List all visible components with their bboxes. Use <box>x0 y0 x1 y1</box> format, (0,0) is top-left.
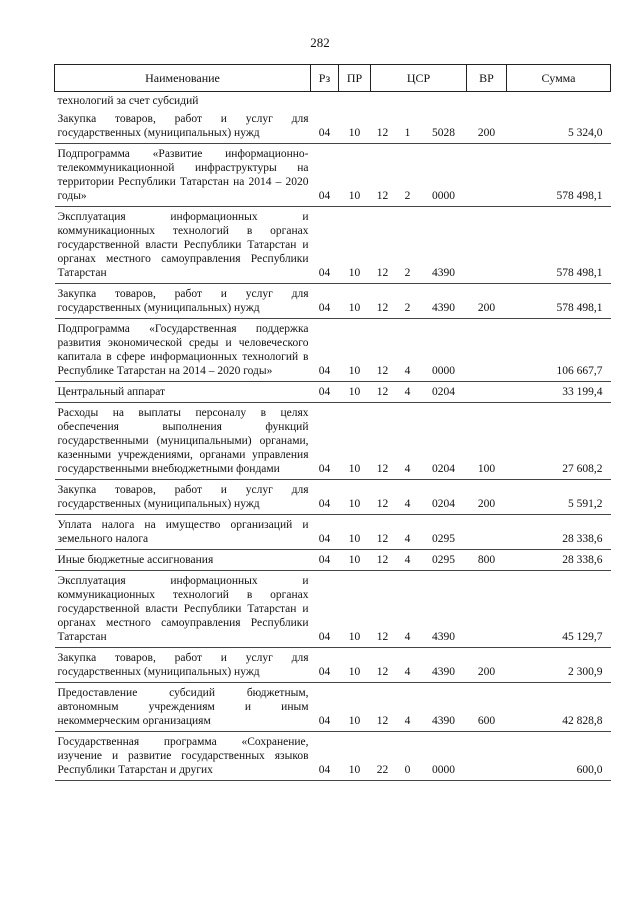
table-row <box>55 648 611 683</box>
row-name: Подпрограмма «Государственная поддержка развития экономической среды и человеческого капитала в сфере информационных технологий в Республике Татарстан на 2014 – 2020 годы» <box>55 319 311 382</box>
page-number: 282 <box>310 35 330 50</box>
row-csr-subprogram: 4 <box>395 403 421 480</box>
row-pr: 10 <box>339 480 371 515</box>
table-row <box>55 571 611 648</box>
table-row <box>55 207 611 284</box>
row-sum: 578 498,1 <box>507 284 611 319</box>
row-rz: 04 <box>311 571 339 648</box>
row-rz: 04 <box>311 648 339 683</box>
row-name: Государственная программа «Сохранение, изучение и развитие государственных языков Республики Татарстан и других <box>55 732 311 781</box>
row-name: Закупка товаров, работ и услуг для государственных (муниципальных) нужд <box>55 648 311 683</box>
row-pr: 10 <box>339 284 371 319</box>
row-rz: 04 <box>311 207 339 284</box>
table-row <box>55 550 611 571</box>
row-csr-program: 12 <box>371 207 395 284</box>
row-csr-subprogram: 2 <box>395 284 421 319</box>
row-pr: 10 <box>339 403 371 480</box>
row-vr <box>467 515 507 550</box>
table-row <box>55 403 611 480</box>
row-name: Эксплуатация информационных и коммуникационных технологий в органах государственной власти Республики Татарстан и органах местного самоуправления Республики Татарстан <box>55 207 311 284</box>
row-sum: 27 608,2 <box>507 403 611 480</box>
row-vr <box>467 319 507 382</box>
row-sum: 5 324,0 <box>507 109 611 144</box>
row-csr-subprogram: 0 <box>395 732 421 781</box>
row-pr: 10 <box>339 144 371 207</box>
row-csr-direction: 4390 <box>421 207 467 284</box>
row-csr-subprogram: 4 <box>395 571 421 648</box>
row-csr-direction: 4390 <box>421 683 467 732</box>
row-name: Закупка товаров, работ и услуг для государственных (муниципальных) нужд <box>55 480 311 515</box>
row-name: Расходы на выплаты персоналу в целях обеспечения выполнения функций государственными (муниципальными) органами, казенными учреждениями, органами управления государственными внебюджетными фондами <box>55 403 311 480</box>
row-rz: 04 <box>311 683 339 732</box>
row-sum: 45 129,7 <box>507 571 611 648</box>
row-vr: 100 <box>467 403 507 480</box>
row-rz: 04 <box>311 732 339 781</box>
row-rz: 04 <box>311 403 339 480</box>
row-vr <box>467 571 507 648</box>
row-csr-program: 12 <box>371 648 395 683</box>
row-name: Центральный аппарат <box>55 382 311 403</box>
table-row <box>55 382 611 403</box>
row-csr-program: 12 <box>371 480 395 515</box>
row-csr-subprogram: 1 <box>395 109 421 144</box>
row-pr: 10 <box>339 732 371 781</box>
row-csr-subprogram: 4 <box>395 319 421 382</box>
row-sum: 5 591,2 <box>507 480 611 515</box>
table-row <box>55 732 611 781</box>
row-csr-program: 12 <box>371 284 395 319</box>
row-csr-direction: 0295 <box>421 515 467 550</box>
row-csr-direction: 4390 <box>421 648 467 683</box>
row-name: Предоставление субсидий бюджетным, автономным учреждениям и иным некоммерческим организациям <box>55 683 311 732</box>
row-pr: 10 <box>339 683 371 732</box>
row-rz: 04 <box>311 480 339 515</box>
row-rz: 04 <box>311 109 339 144</box>
row-csr-subprogram: 4 <box>395 648 421 683</box>
header-csr: ЦСР <box>371 65 467 92</box>
row-csr-program: 12 <box>371 550 395 571</box>
header-name: Наименование <box>55 65 311 92</box>
row-pr: 10 <box>339 515 371 550</box>
row-csr-program: 12 <box>371 403 395 480</box>
row-csr-subprogram: 4 <box>395 515 421 550</box>
row-vr <box>467 207 507 284</box>
budget-table-container <box>54 64 610 781</box>
row-vr: 200 <box>467 109 507 144</box>
row-rz: 04 <box>311 550 339 571</box>
budget-table <box>54 64 611 781</box>
row-vr: 200 <box>467 648 507 683</box>
table-row <box>55 319 611 382</box>
row-sum: 33 199,4 <box>507 382 611 403</box>
row-pr: 10 <box>339 648 371 683</box>
row-csr-direction: 0295 <box>421 550 467 571</box>
header-rz: Рз <box>311 65 339 92</box>
row-csr-direction: 4390 <box>421 284 467 319</box>
row-sum: 28 338,6 <box>507 515 611 550</box>
row-csr-program: 12 <box>371 571 395 648</box>
row-rz: 04 <box>311 515 339 550</box>
row-sum: 106 667,7 <box>507 319 611 382</box>
row-vr: 600 <box>467 683 507 732</box>
row-name: Эксплуатация информационных и коммуникационных технологий в органах государственной власти Республики Татарстан и органах местного самоуправления Республики Татарстан <box>55 571 311 648</box>
row-sum: 28 338,6 <box>507 550 611 571</box>
table-row <box>55 515 611 550</box>
table-row <box>55 480 611 515</box>
row-csr-direction: 0204 <box>421 403 467 480</box>
row-pr: 10 <box>339 109 371 144</box>
row-csr-direction: 0000 <box>421 319 467 382</box>
row-csr-program: 12 <box>371 109 395 144</box>
row-rz: 04 <box>311 144 339 207</box>
table-header <box>55 65 611 92</box>
row-rz: 04 <box>311 284 339 319</box>
row-pr: 10 <box>339 550 371 571</box>
row-csr-program: 12 <box>371 382 395 403</box>
row-csr-program: 12 <box>371 683 395 732</box>
row-pr: 10 <box>339 319 371 382</box>
row-rz: 04 <box>311 319 339 382</box>
row-csr-direction: 5028 <box>421 109 467 144</box>
row-sum: 578 498,1 <box>507 144 611 207</box>
row-name: Уплата налога на имущество организаций и земельного налога <box>55 515 311 550</box>
row-vr: 200 <box>467 480 507 515</box>
row-sum: 578 498,1 <box>507 207 611 284</box>
row-pr: 10 <box>339 382 371 403</box>
header-vr: ВР <box>467 65 507 92</box>
row-csr-direction: 4390 <box>421 571 467 648</box>
row-vr: 200 <box>467 284 507 319</box>
table-row <box>55 683 611 732</box>
row-csr-direction: 0204 <box>421 480 467 515</box>
row-name: Иные бюджетные ассигнования <box>55 550 311 571</box>
row-sum: 2 300,9 <box>507 648 611 683</box>
row-vr <box>467 382 507 403</box>
row-name: Закупка товаров, работ и услуг для государственных (муниципальных) нужд <box>55 109 311 144</box>
table-body <box>55 92 611 781</box>
row-csr-subprogram: 4 <box>395 480 421 515</box>
continuation-text: технологий за счет субсидий <box>57 95 199 107</box>
header-pr: ПР <box>339 65 371 92</box>
row-rz: 04 <box>311 382 339 403</box>
header-sum: Сумма <box>507 65 611 92</box>
continuation-row <box>55 92 611 110</box>
row-name: Подпрограмма «Развитие информационно-телекоммуникационной инфраструктуры на территории Республики Татарстан на 2014 – 2020 годы» <box>55 144 311 207</box>
row-csr-subprogram: 4 <box>395 683 421 732</box>
row-csr-subprogram: 4 <box>395 550 421 571</box>
row-csr-subprogram: 4 <box>395 382 421 403</box>
row-name: Закупка товаров, работ и услуг для государственных (муниципальных) нужд <box>55 284 311 319</box>
row-csr-subprogram: 2 <box>395 144 421 207</box>
row-pr: 10 <box>339 571 371 648</box>
row-csr-program: 12 <box>371 144 395 207</box>
row-csr-direction: 0204 <box>421 382 467 403</box>
row-csr-direction: 0000 <box>421 144 467 207</box>
row-vr <box>467 732 507 781</box>
row-csr-program: 12 <box>371 319 395 382</box>
row-vr: 800 <box>467 550 507 571</box>
table-row <box>55 109 611 144</box>
row-sum: 42 828,8 <box>507 683 611 732</box>
row-csr-subprogram: 2 <box>395 207 421 284</box>
row-sum: 600,0 <box>507 732 611 781</box>
table-row <box>55 144 611 207</box>
row-csr-program: 12 <box>371 515 395 550</box>
row-pr: 10 <box>339 207 371 284</box>
row-csr-program: 22 <box>371 732 395 781</box>
row-vr <box>467 144 507 207</box>
table-row <box>55 284 611 319</box>
row-csr-direction: 0000 <box>421 732 467 781</box>
